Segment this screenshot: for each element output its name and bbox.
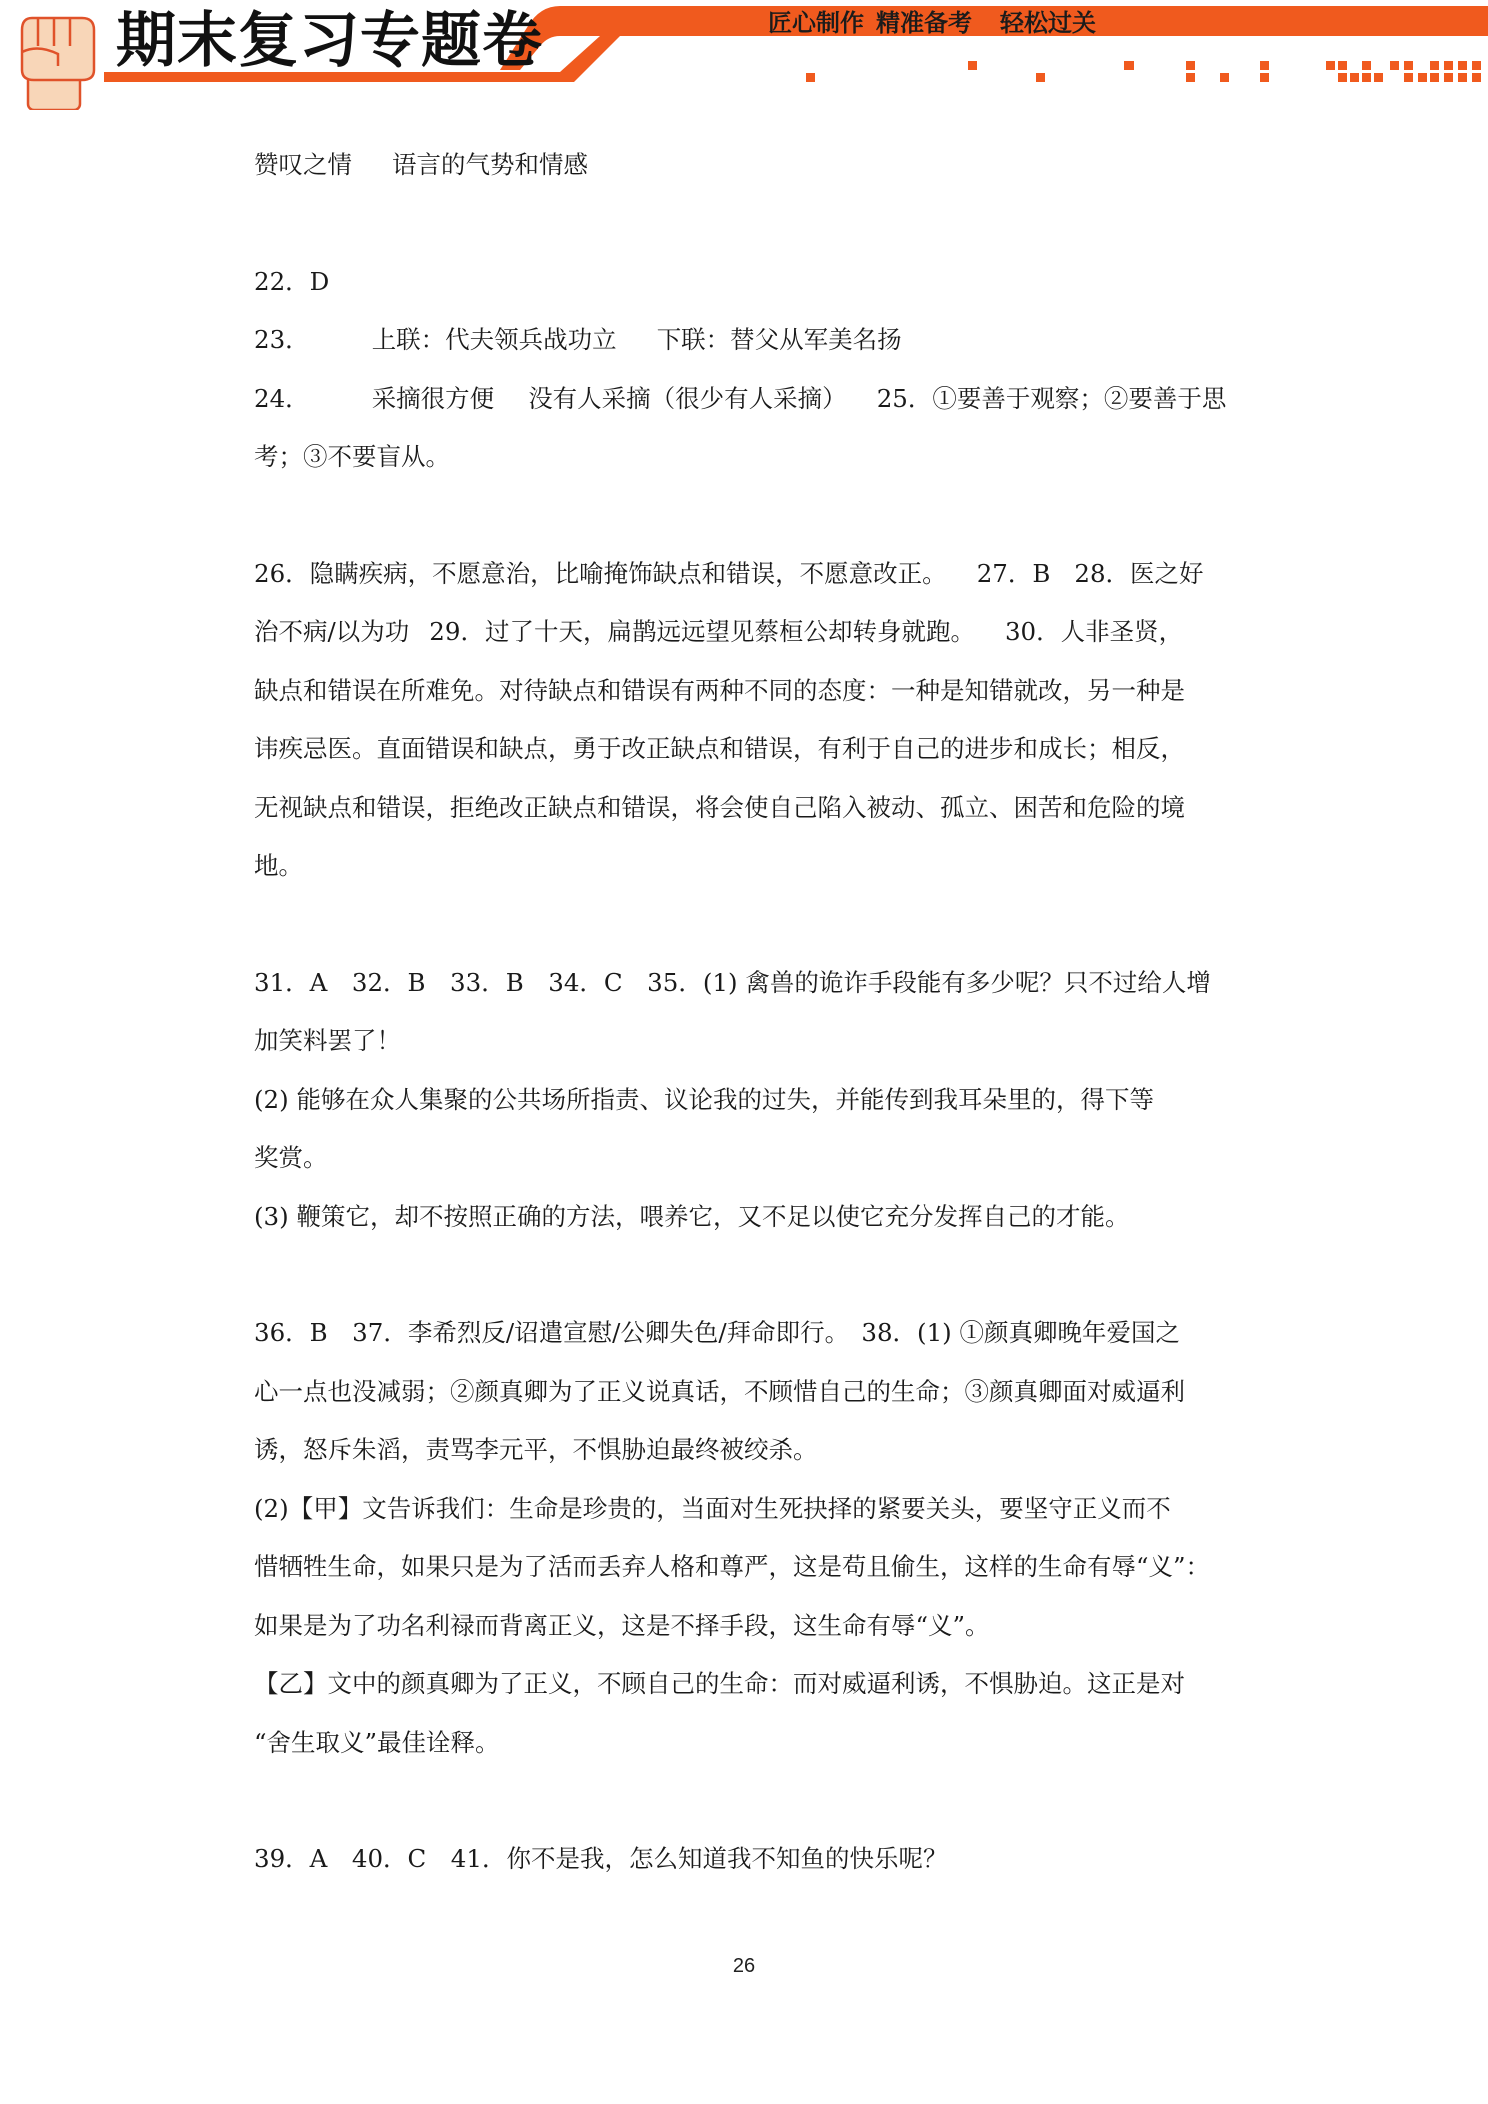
answer-23 — [254, 311, 1246, 370]
answer-38-line: “舍生取义”最佳诠释。 — [254, 1727, 500, 1757]
answer-text: 治不病/以为功 — [254, 617, 410, 646]
answer-number: 24． — [254, 383, 310, 413]
answer-26-28 — [254, 545, 1246, 604]
answer-text: 下联：替父从军美名扬 — [656, 325, 902, 354]
answer-38-line: 【乙】文中的颜真卿为了正义，不顾自己的生命：而对威逼利诱，不惧胁迫。这正是对 — [254, 1669, 1185, 1698]
answer-39-41: 39．A 40．C 41．你不是我，怎么知道我不知鱼的快乐呢？ — [254, 1844, 948, 1873]
answer-30-line: 无视缺点和错误，拒绝改正缺点和错误，将会使自己陷入被动、孤立、困苦和危险的境 — [254, 792, 1185, 822]
answer-text: 30．人非圣贤， — [1004, 617, 1184, 646]
slogan-1: 匠心制作 — [768, 9, 864, 37]
slogan-3: 轻松过关 — [1000, 9, 1096, 37]
answer-text: 29．过了十天，扁鹊远远望见蔡桓公却转身就跑。 — [429, 617, 975, 646]
answer-text: 27．B — [976, 558, 1051, 588]
answer-38-line: 如果是为了功名利禄而背离正义，这是不择手段，这生命有辱“义”。 — [254, 1610, 990, 1640]
answer-36-38: 36．B 37．李希烈反/诏遣宣慰/公卿失色/拜命即行。 38．(1) ①颜真卿晚年爱国之 — [254, 1318, 1181, 1347]
page-header — [0, 0, 1488, 95]
answer-30-line: 讳疾忌医。直面错误和缺点，勇于改正缺点和错误，有利于自己的进步和成长；相反， — [254, 734, 1185, 763]
answer-35-line: 奖赏。 — [254, 1143, 328, 1172]
answer-line — [254, 136, 1246, 195]
answer-25-continued: 考；③不要盲从。 — [254, 442, 450, 471]
answer-30-line: 缺点和错误在所难免。对待缺点和错误有两种不同的态度：一种是知错就改，另一种是 — [254, 675, 1185, 705]
answer-number: 23． — [254, 325, 310, 354]
page-number: 26 — [732, 1955, 756, 1977]
answer-31-35: 31．A 32．B 33．B 34．C 35．(1) 禽兽的诡诈手段能有多少呢？只不过给人增 — [254, 967, 1211, 997]
answer-38-line: 诱，怒斥朱滔，责骂李元平，不惧胁迫最终被绞杀。 — [254, 1435, 818, 1464]
answer-text: 赞叹之情 — [254, 150, 352, 179]
slogan-2: 精准备考 — [876, 9, 972, 37]
answer-text: 没有人采摘（很少有人采摘） — [528, 383, 847, 413]
answer-text: 28．医之好 — [1074, 558, 1204, 588]
raised-fist-icon — [8, 0, 108, 110]
answer-24-25 — [254, 370, 1246, 429]
answer-28-30 — [254, 603, 1246, 662]
answer-38-line: 心一点也没减弱；②颜真卿为了正义说真话，不顾惜自己的生命；③颜真卿面对威逼利 — [254, 1376, 1185, 1406]
answer-38-line: 惜牺牲生命，如果只是为了活而丢弃人格和尊严，这是苟且偷生，这样的生命有辱“义”： — [254, 1552, 1211, 1581]
answer-content — [254, 136, 1246, 1889]
answer-text: 25．①要善于观察；②要善于思 — [876, 383, 1227, 413]
answer-22: 22．D — [254, 266, 330, 296]
answer-text: 上联：代夫领兵战功立 — [371, 325, 617, 354]
answer-text: 采摘很方便 — [371, 383, 495, 413]
answer-38-line: (2)【甲】文告诉我们：生命是珍贵的，当面对生死抉择的紧要关头，要坚守正义而不 — [254, 1493, 1171, 1523]
answer-30-line: 地。 — [254, 851, 303, 880]
answer-text: 语言的气势和情感 — [392, 150, 588, 179]
answer-35-line: 加笑料罢了！ — [254, 1026, 401, 1055]
page-title: 期末复习专题卷 — [116, 6, 543, 76]
answer-35-line: (3) 鞭策它，却不按照正确的方法，喂养它，又不足以使它充分发挥自己的才能。 — [254, 1201, 1130, 1231]
answer-35-line: (2) 能够在众人集聚的公共场所指责、议论我的过失，并能传到我耳朵里的，得下等 — [254, 1084, 1154, 1114]
answer-text: 26．隐瞒疾病，不愿意治，比喻掩饰缺点和错误，不愿意改正。 — [254, 558, 947, 588]
